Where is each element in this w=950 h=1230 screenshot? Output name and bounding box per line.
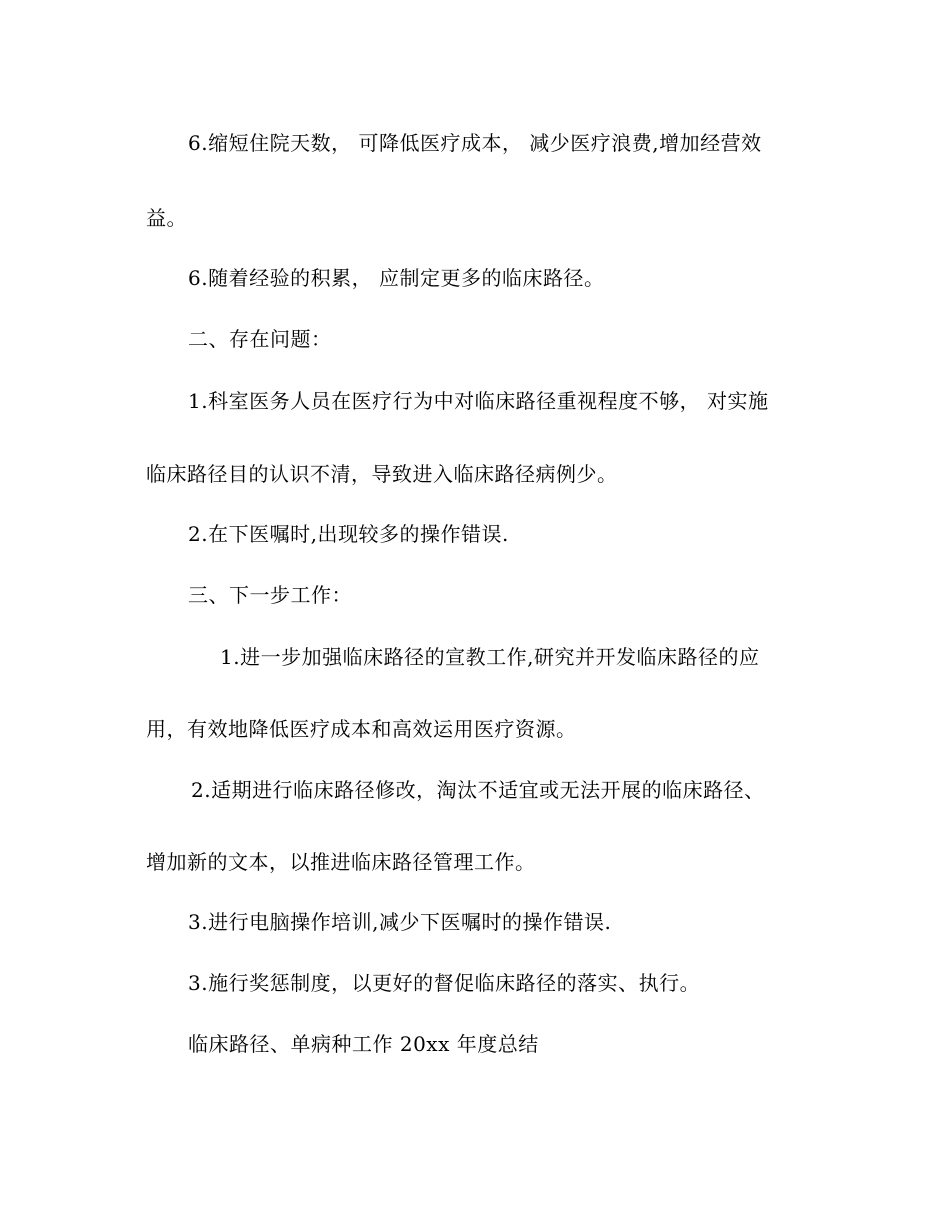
paragraph-line-7: 2.在下医嘱时,出现较多的操作错误. xyxy=(188,522,509,546)
paragraph-line-2: 益。 xyxy=(146,206,187,230)
paragraph-line-9: 1.进一步加强临床路径的宣教工作,研究并开发临床路径的应 xyxy=(220,645,760,669)
document-title-line: 临床路径、单病种工作 20xx 年度总结 xyxy=(188,1032,539,1056)
section-heading-next-steps: 三、下一步工作： xyxy=(188,583,352,607)
paragraph-line-14: 3.施行奖惩制度，以更好的督促临床路径的落实、执行。 xyxy=(188,971,701,995)
paragraph-line-11: 2.适期进行临床路径修改，淘汰不适宜或无法开展的临床路径、 xyxy=(191,778,765,802)
paragraph-line-1: 6.缩短住院天数， 可降低医疗成本， 减少医疗浪费,增加经营效 xyxy=(188,131,762,155)
paragraph-line-12: 增加新的文本，以推进临床路径管理工作。 xyxy=(146,850,536,874)
paragraph-line-3: 6.随着经验的积累， 应制定更多的临床路径。 xyxy=(188,266,605,290)
paragraph-line-10: 用，有效地降低医疗成本和高效运用医疗资源。 xyxy=(146,717,577,741)
paragraph-line-5: 1.科室医务人员在医疗行为中对临床路径重视程度不够， 对实施 xyxy=(188,389,769,413)
paragraph-line-6: 临床路径目的认识不清，导致进入临床路径病例少。 xyxy=(146,462,618,486)
paragraph-line-13: 3.进行电脑操作培训,减少下医嘱时的操作错误. xyxy=(188,910,612,934)
section-heading-problems: 二、存在问题： xyxy=(188,327,332,351)
